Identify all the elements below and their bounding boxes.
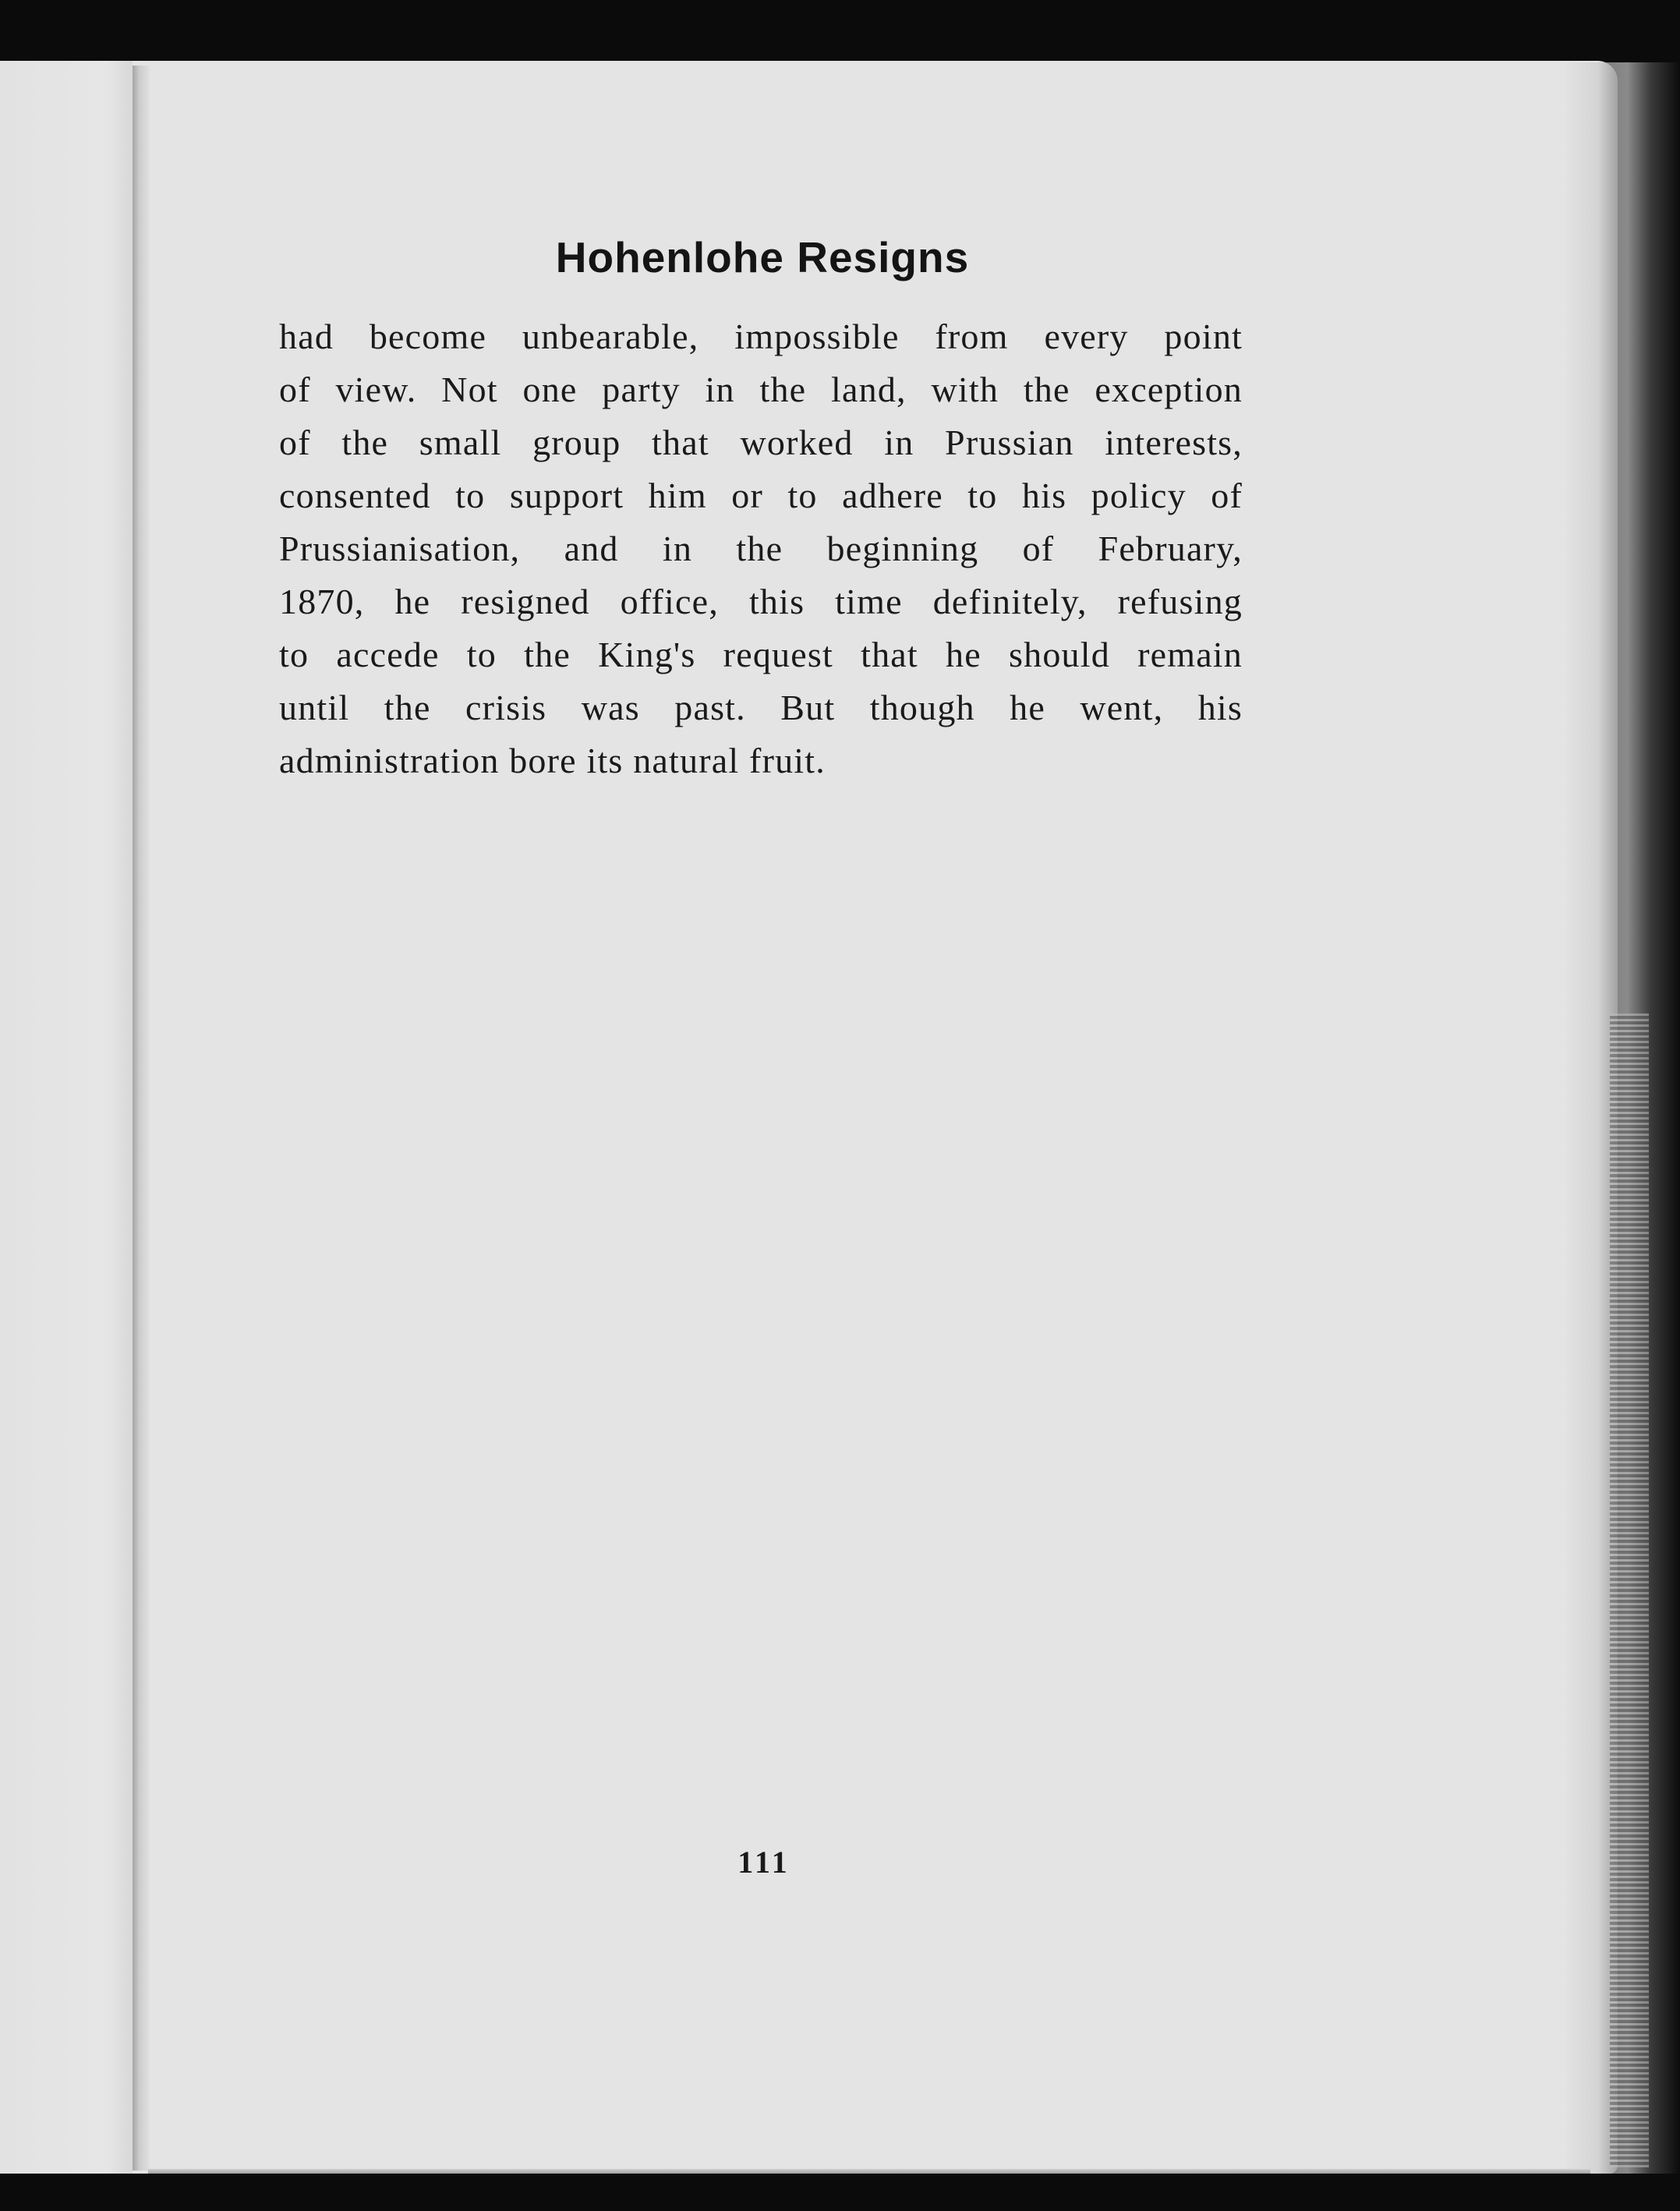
binding-shadow [133, 65, 150, 2170]
page-gutter [0, 61, 133, 2174]
page-stack-stripes [1610, 1014, 1649, 2167]
text-line: of the small group that worked in Prussian interests, [279, 423, 1243, 462]
text-line: Prussianisation, and in the beginning of February, [279, 529, 1243, 568]
scan-bottom-border [0, 2174, 1680, 2211]
running-head: Hohenlohe Resigns [555, 233, 970, 281]
page-number: 111 [737, 1845, 790, 1880]
text-line: 1870, he resigned office, this time definitely, refusing [279, 582, 1243, 621]
text-line: had become unbearable, impossible from every point [279, 317, 1243, 356]
text-line: administration bore its natural fruit. [279, 741, 826, 780]
text-line: of view. Not one party in the land, with the exception [279, 370, 1243, 409]
body-paragraph [279, 310, 1243, 787]
text-line: consented to support him or to adhere to his policy of [279, 476, 1243, 515]
text-line: until the crisis was past. But though he went, his [279, 688, 1243, 727]
text-line: to accede to the King's request that he should remain [279, 635, 1243, 674]
